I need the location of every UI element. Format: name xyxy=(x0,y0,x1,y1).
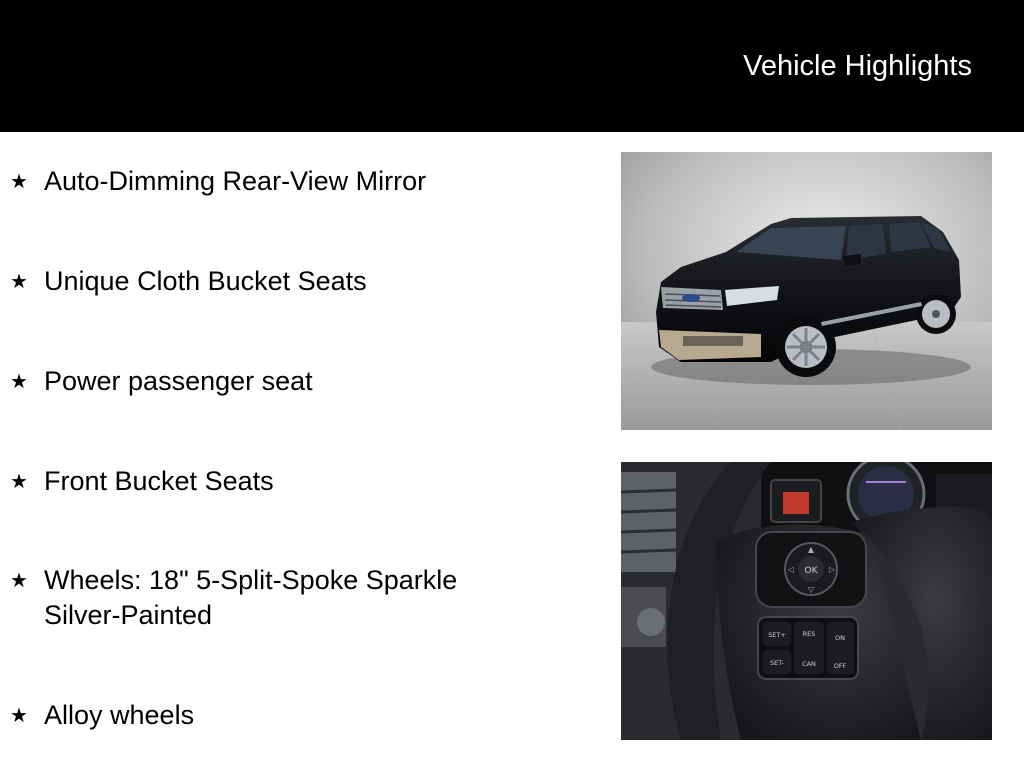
left-arrow-icon: ◁ xyxy=(787,565,795,574)
feature-label: Power passenger seat xyxy=(44,366,313,396)
on-button-label: ON xyxy=(835,634,845,642)
down-arrow-icon: ▽ xyxy=(807,585,815,594)
star-icon: ★ xyxy=(10,703,28,727)
star-icon: ★ xyxy=(10,369,28,393)
vehicle-exterior-photo xyxy=(621,152,992,430)
feature-label: Unique Cloth Bucket Seats xyxy=(44,266,367,296)
star-icon: ★ xyxy=(10,568,28,592)
res-button-label: RES xyxy=(802,630,816,638)
star-icon: ★ xyxy=(10,269,28,293)
feature-label: Wheels: 18" 5-Split-Spoke Sparkle Silver-Painted xyxy=(44,565,458,630)
right-arrow-icon: ▷ xyxy=(828,565,836,574)
star-icon: ★ xyxy=(10,469,28,493)
list-item xyxy=(10,164,570,199)
off-button-label: OFF xyxy=(833,662,847,670)
steering-wheel-photo xyxy=(621,462,992,740)
can-button-label: CAN xyxy=(802,660,816,668)
feature-label: Alloy wheels xyxy=(44,700,195,730)
set-minus-button-label: SET- xyxy=(770,659,784,667)
set-plus-button-label: SET+ xyxy=(768,631,786,639)
header-bar xyxy=(0,0,1024,132)
ok-button-label: OK xyxy=(804,566,818,576)
page-title: Vehicle Highlights xyxy=(743,50,972,82)
list-item xyxy=(10,264,570,299)
star-icon: ★ xyxy=(10,169,28,193)
list-item xyxy=(10,464,570,499)
list-item xyxy=(10,364,570,399)
list-item xyxy=(10,563,530,633)
up-arrow-icon: ▲ xyxy=(807,545,815,554)
feature-label: Auto-Dimming Rear-View Mirror xyxy=(44,166,427,196)
feature-label: Front Bucket Seats xyxy=(44,466,274,496)
list-item xyxy=(10,698,570,733)
